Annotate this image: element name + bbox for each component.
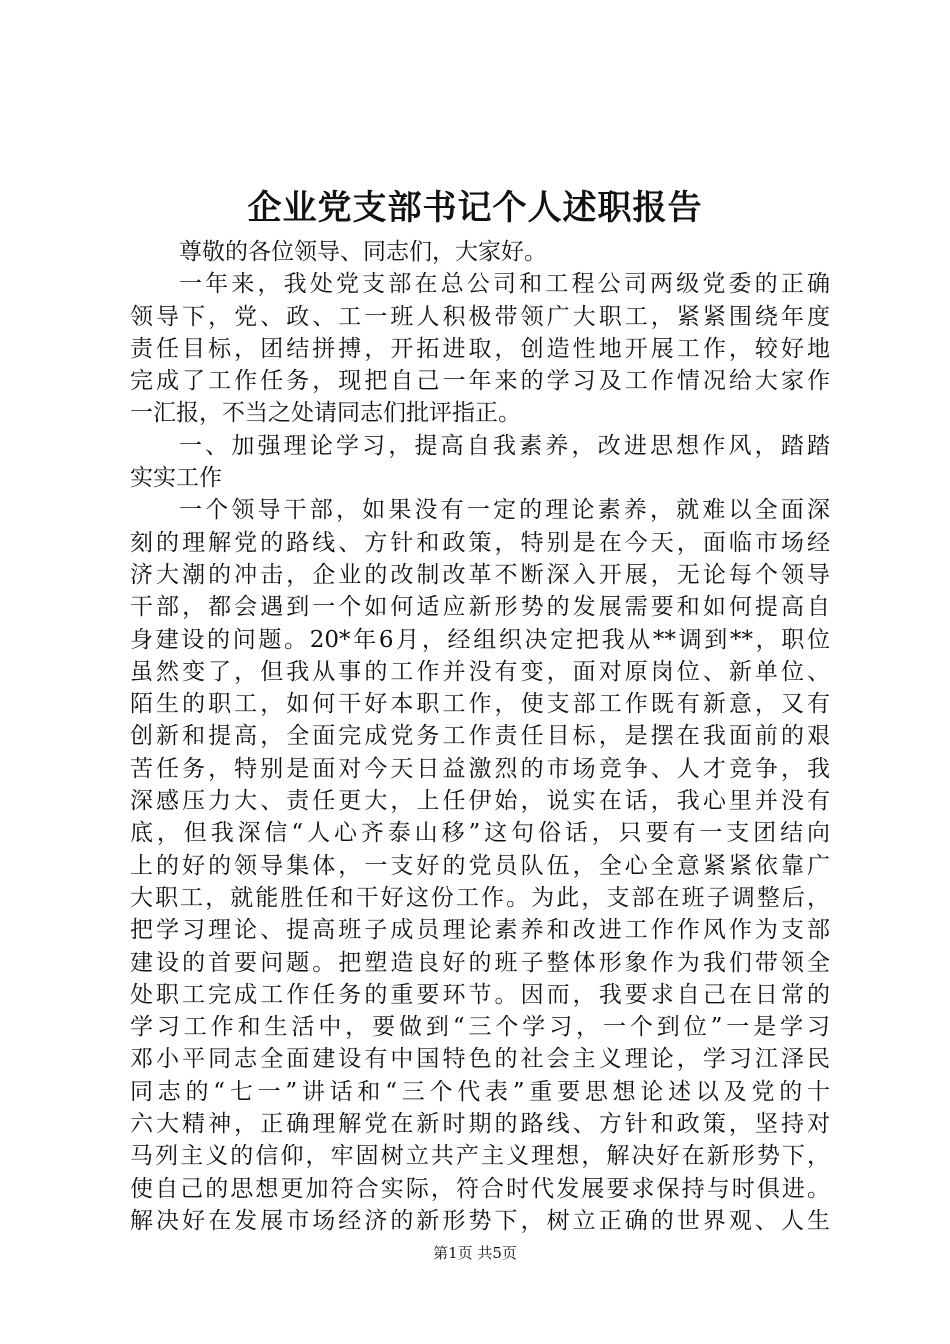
body-line: 同志的“七一”讲话和“三个代表”重要思想论述以及党的十: [130, 1078, 830, 1105]
body-line: 实实工作: [130, 465, 222, 492]
body-line: 一、加强理论学习，提高自我素养，改进思想作风，踏踏: [179, 432, 830, 459]
body-line: 虽然变了，但我从事的工作并没有变，面对原岗位、新单位、: [130, 658, 830, 685]
body-line: 领导下，党、政、工一班人积极带领广大职工，紧紧围绕年度: [130, 303, 830, 330]
body-line: 身建设的问题。20*年6月，经组织决定把我从**调到**，职位: [130, 626, 830, 653]
body-line: 解决好在发展市场经济的新形势下，树立正确的世界观、人生: [130, 1207, 830, 1234]
body-line: 处职工完成工作任务的重要环节。因而，我要求自己在日常的: [130, 981, 830, 1008]
body-line: 邓小平同志全面建设有中国特色的社会主义理论，学习江泽民: [130, 1046, 830, 1073]
body-line: 苦任务，特别是面对今天日益激烈的市场竞争、人才竞争，我: [130, 755, 830, 782]
body-line: 一年来，我处党支部在总公司和工程公司两级党委的正确: [179, 271, 830, 298]
body-line: 陌生的职工，如何干好本职工作，使支部工作既有新意，又有: [130, 691, 830, 718]
document-body: [130, 236, 830, 1237]
body-line: 六大精神，正确理解党在新时期的路线、方针和政策，坚持对: [130, 1111, 830, 1138]
body-line: 创新和提高，全面完成党务工作责任目标，是摆在我面前的艰: [130, 723, 830, 750]
page-footer: 第1页 共5页: [433, 1244, 517, 1262]
body-line: 把学习理论、提高班子成员理论素养和改进工作作风作为支部: [130, 917, 830, 944]
body-line: 上的好的领导集体，一支好的党员队伍，全心全意紧紧依靠广: [130, 852, 830, 879]
body-line: 一个领导干部，如果没有一定的理论素养，就难以全面深: [179, 497, 830, 524]
body-line: 责任目标，团结拼搏，开拓进取，创造性地开展工作，较好地: [130, 335, 830, 362]
body-line: 学习工作和生活中，要做到“三个学习，一个到位”一是学习: [130, 1014, 830, 1041]
document-title: 企业党支部书记个人述职报告: [247, 188, 703, 228]
body-line: 完成了工作任务，现把自己一年来的学习及工作情况给大家作: [130, 368, 830, 395]
body-line: 马列主义的信仰，牢固树立共产主义理想，解决好在新形势下，: [130, 1143, 830, 1170]
body-line: 底，但我深信“人心齐泰山移”这句俗话，只要有一支团结向: [130, 820, 830, 847]
body-line: 尊敬的各位领导、同志们，大家好。: [179, 239, 547, 265]
body-line: 刻的理解党的路线、方针和政策，特别是在今天，面临市场经: [130, 529, 830, 556]
body-line: 大职工，就能胜任和干好这份工作。为此，支部在班子调整后，: [130, 884, 830, 911]
body-line: 干部，都会遇到一个如何适应新形势的发展需要和如何提高自: [130, 594, 830, 621]
body-line: 深感压力大、责任更大，上任伊始，说实在话，我心里并没有: [130, 788, 830, 815]
body-line: 使自己的思想更加符合实际，符合时代发展要求保持与时俱进。: [130, 1175, 830, 1202]
body-line: 建设的首要问题。把塑造良好的班子整体形象作为我们带领全: [130, 949, 830, 976]
body-line: 济大潮的冲击，企业的改制改革不断深入开展，无论每个领导: [130, 561, 830, 588]
body-line: 一汇报，不当之处请同志们批评指正。: [130, 400, 521, 427]
